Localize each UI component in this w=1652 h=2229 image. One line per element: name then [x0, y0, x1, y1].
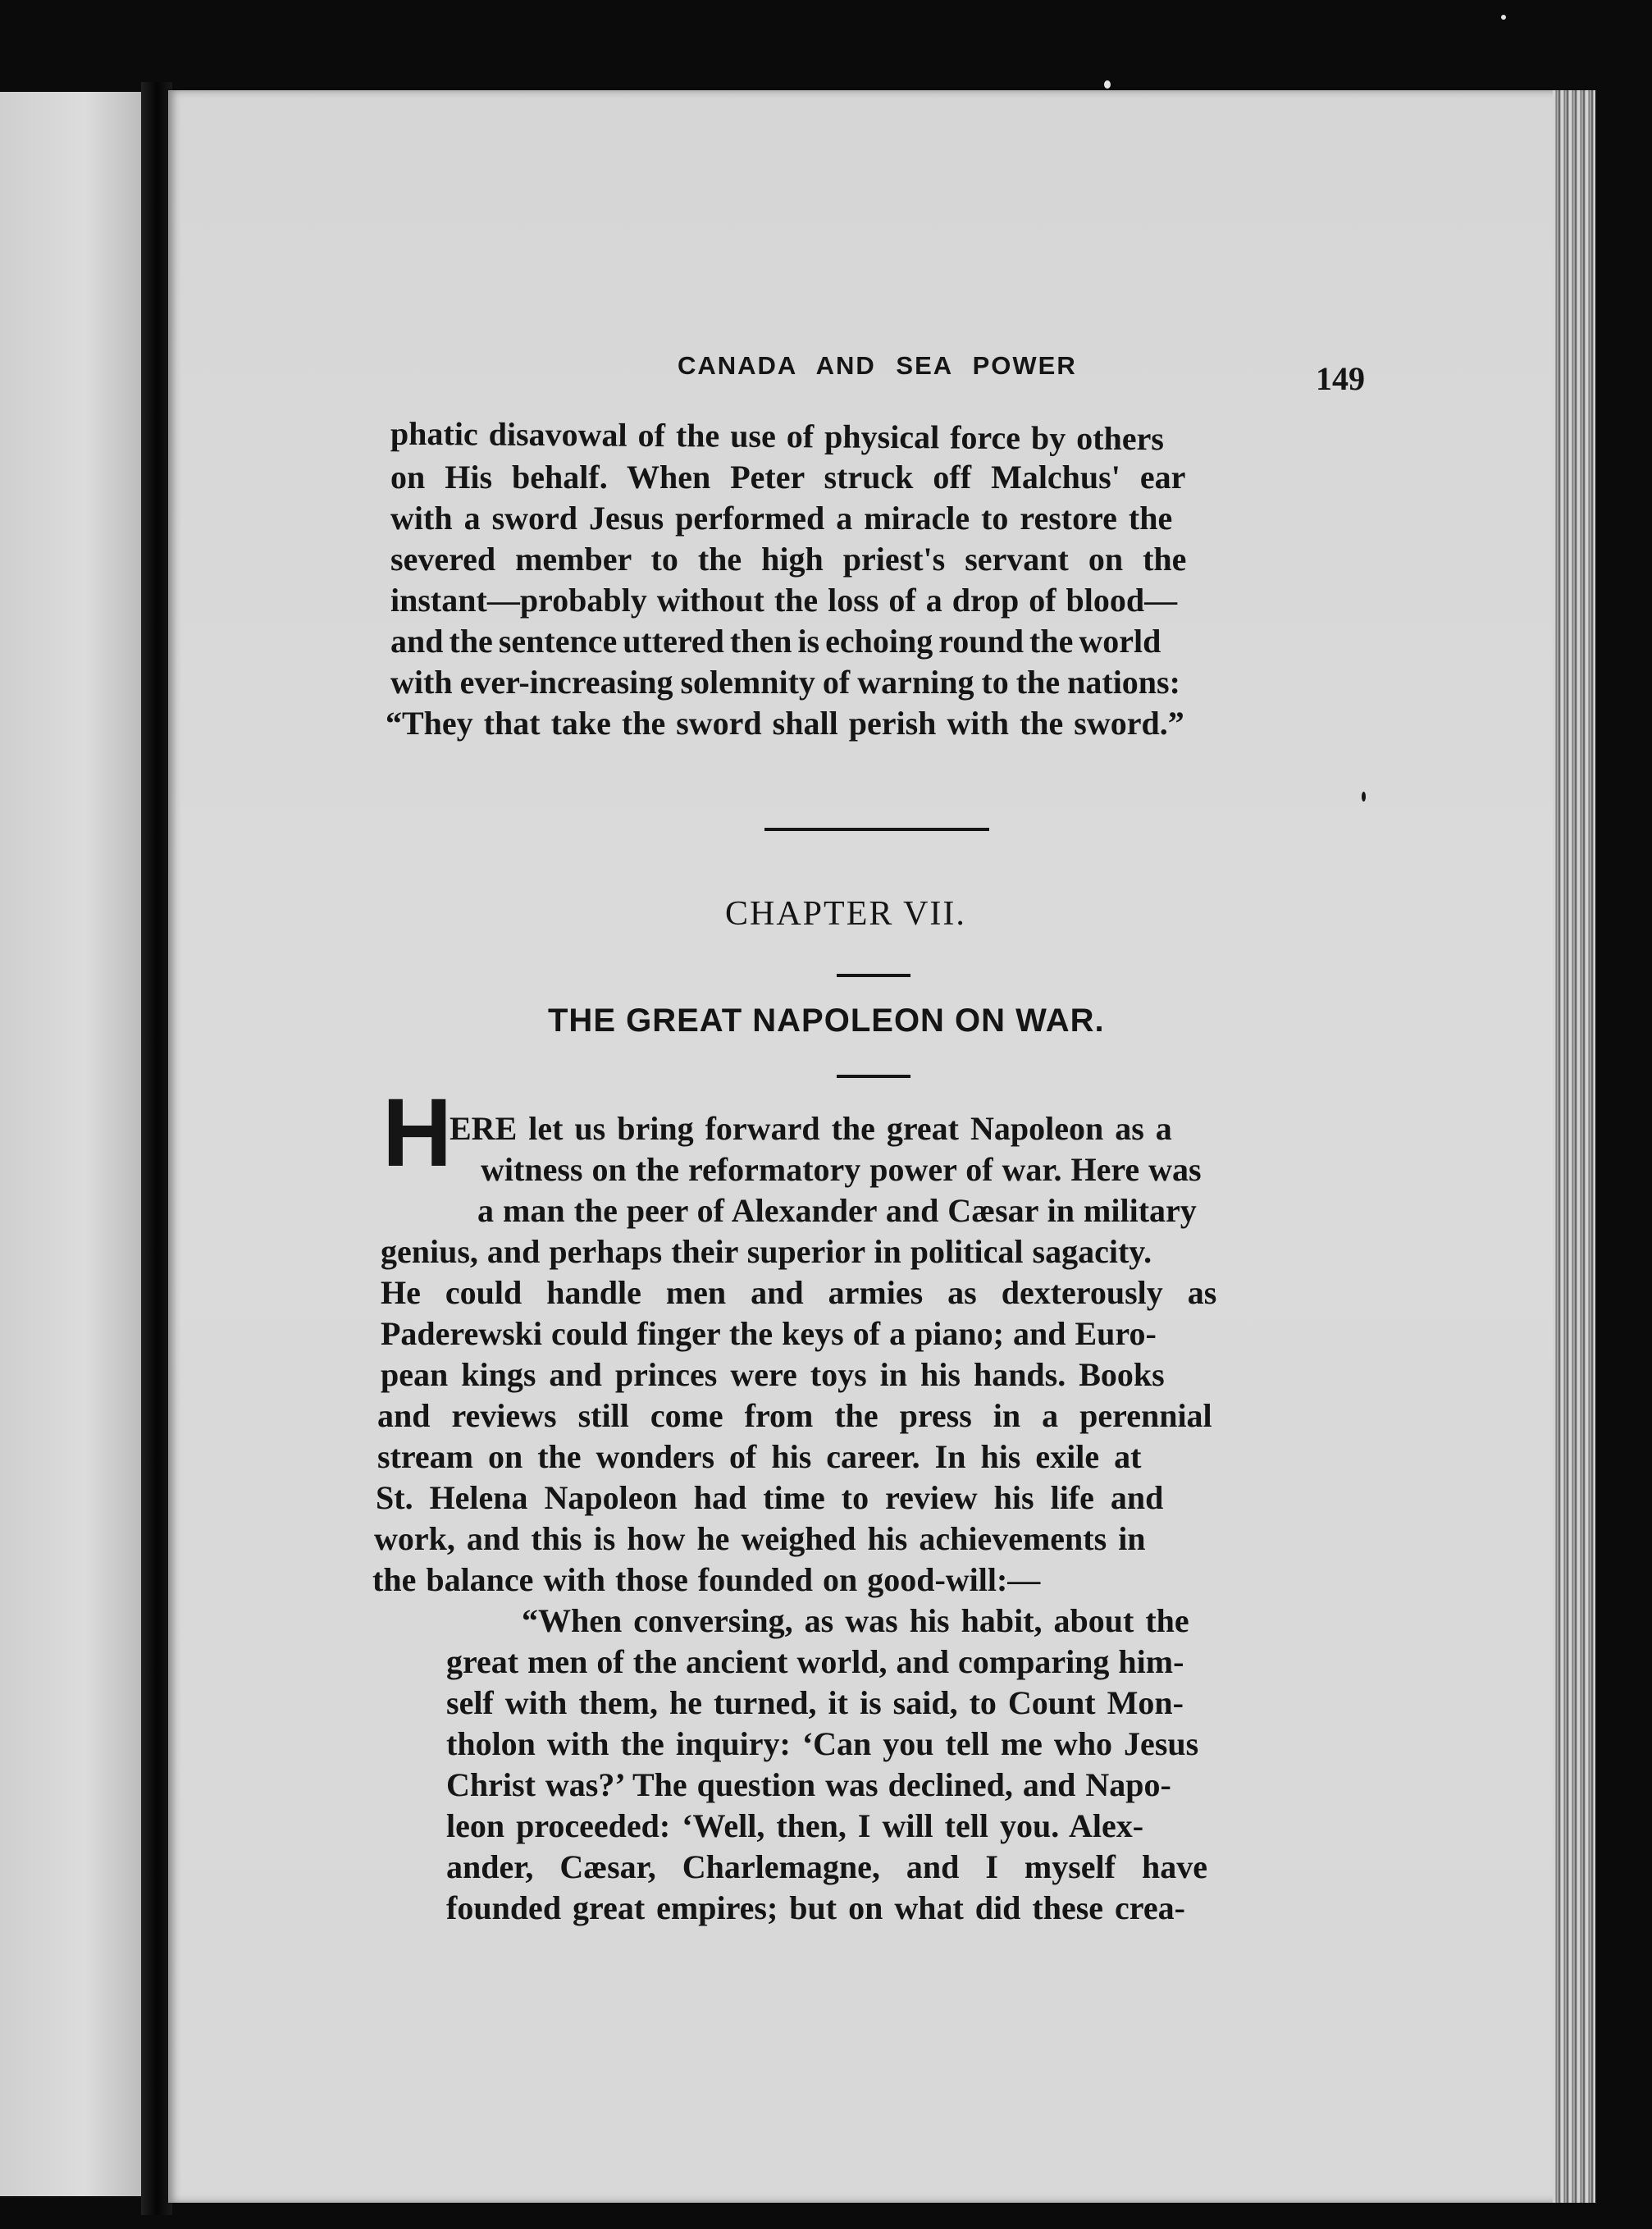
page-number: 149	[1316, 360, 1365, 397]
quote-line: tholon with the inquiry: ‘Can you tell me who Jesus	[446, 1725, 1199, 1762]
text-line: and reviews still come from the press in a perennial	[377, 1397, 1212, 1434]
text-line: ERE let us bring forward the great Napoleon as a	[450, 1110, 1172, 1147]
text-line: and the sentence uttered then is echoing round the world	[390, 623, 1161, 660]
quote-line: “When conversing, as was his habit, about the	[522, 1602, 1189, 1639]
heading-rule	[837, 1075, 910, 1078]
section-divider	[764, 828, 989, 831]
quote-line: great men of the ancient world, and comparing him-	[446, 1643, 1184, 1680]
quote-line: founded great empires; but on what did these crea-	[446, 1889, 1185, 1926]
text-line: work, and this is how he weighed his achievements in	[374, 1520, 1146, 1557]
running-head: CANADA AND SEA POWER	[678, 351, 1077, 380]
text-line: with a sword Jesus performed a miracle to restore the	[390, 500, 1173, 537]
text-line: severed member to the high priest's servant on the	[390, 541, 1187, 578]
text-line: phatic disavowal of the use of physical force by others	[390, 414, 1165, 458]
chapter-number: CHAPTER VII.	[725, 895, 966, 933]
text-line: with ever-increasing solemnity of warning to the nations:	[390, 664, 1180, 701]
text-line: stream on the wonders of his career. In his exile at	[377, 1438, 1142, 1475]
text-line: a man the peer of Alexander and Cæsar in military	[477, 1192, 1197, 1229]
text-line: “They that take the sword shall perish with the sword.”	[386, 705, 1184, 742]
text-line: Paderewski could finger the keys of a piano; and Euro-	[381, 1315, 1157, 1352]
scan-speck	[1362, 792, 1366, 802]
text-line: St. Helena Napoleon had time to review his life and	[376, 1479, 1164, 1516]
text-line: on His behalf. When Peter struck off Malchus' ear	[390, 459, 1186, 496]
page-stack-edge	[1553, 90, 1595, 2203]
text-line: the balance with those founded on good-will:—	[372, 1561, 1041, 1598]
text-line: genius, and perhaps their superior in political sagacity.	[381, 1233, 1152, 1270]
quote-line: leon proceeded: ‘Well, then, I will tell you. Alex-	[446, 1807, 1144, 1844]
text-line: instant—probably without the loss of a drop of blood—	[390, 582, 1178, 619]
quote-line: ander, Cæsar, Charlemagne, and I myself have	[446, 1848, 1207, 1885]
heading-rule	[837, 974, 910, 977]
chapter-title: THE GREAT NAPOLEON ON WAR.	[548, 1003, 1105, 1039]
facing-page-edge	[0, 92, 141, 2196]
drop-cap: H	[382, 1079, 453, 1187]
text-line: pean kings and princes were toys in his hands. Books	[381, 1356, 1165, 1393]
scan-speck	[1104, 80, 1111, 89]
quote-line: Christ was?’ The question was declined, and Napo-	[446, 1766, 1171, 1803]
quote-line: self with them, he turned, it is said, to Count Mon-	[446, 1684, 1184, 1721]
text-line: He could handle men and armies as dexterously as	[381, 1274, 1217, 1311]
text-line: witness on the reformatory power of war. Here was	[481, 1151, 1202, 1188]
scan-speck	[1501, 15, 1506, 20]
